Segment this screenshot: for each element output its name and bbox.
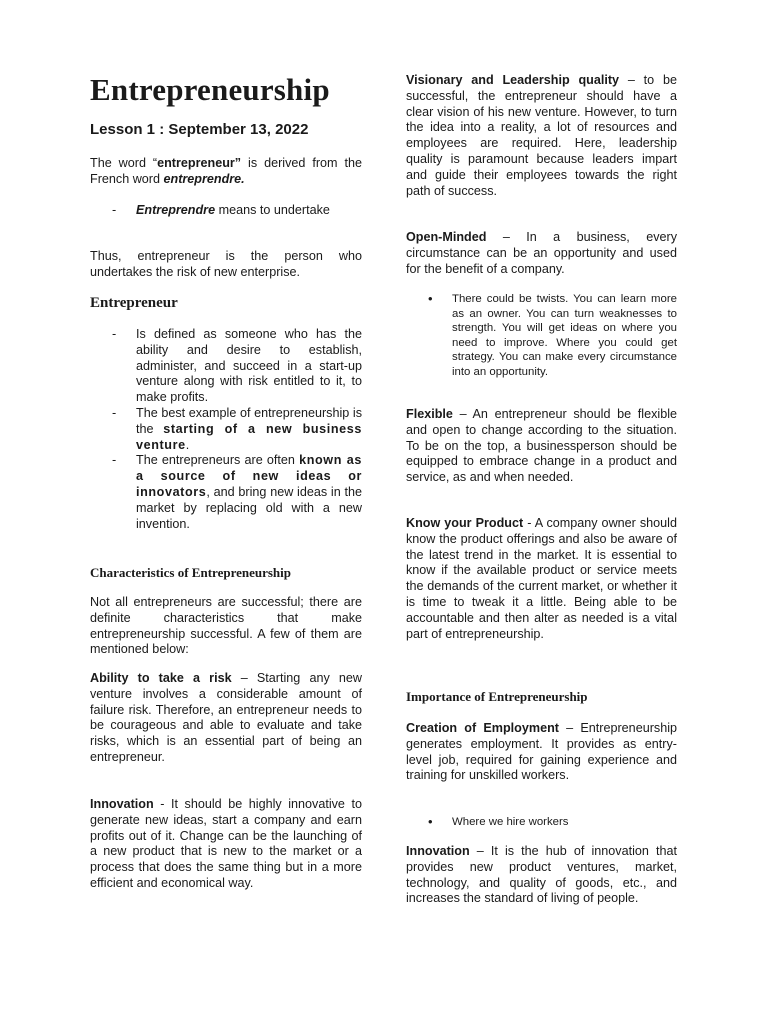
visionary-paragraph: Visionary and Leadership quality – to be successful, the entrepreneur should have a clear vision of his new venture. However, to turn the idea into a reality, a lot of resources and employees are required. Here, leadership quality is paramount because leaders impart and guide their employees towards the right path of success.	[406, 73, 677, 198]
know-product-term: Know your Product	[406, 516, 524, 530]
document-title: Entrepreneurship	[90, 72, 330, 107]
flexible-paragraph: Flexible – An entrepreneur should be flexible and open to change according to the situation. To be on the top, a businessperson should be equipped to embrace change in a product and service, as and when needed.	[406, 407, 677, 485]
risk-term: Ability to take a risk	[90, 671, 232, 685]
employment-paragraph: Creation of Employment – Entrepreneurship generates employment. It provides as entry-level job, required for gaining experience and training for unskilled workers.	[406, 721, 677, 783]
intro-paragraph: The word “entrepreneur” is derived from the French word entreprendre.	[90, 156, 362, 186]
open-minded-list	[406, 292, 677, 380]
definition-list	[90, 203, 362, 219]
lesson-heading: Lesson 1 : September 13, 2022	[90, 121, 309, 138]
entrepreneur-term: entrepreneur”	[157, 156, 242, 170]
list-item: - The entrepreneurs are often known as a source of new ideas or innovators, and bring new ideas in the market by replacing old with a new invention.	[90, 453, 362, 532]
innovation-importance-paragraph: Innovation – It is the hub of innovation that provides new product ventures, market, technology, and quality of goods, etc., and increases the standard of living of people.	[406, 844, 677, 906]
innovation-term: Innovation	[90, 797, 154, 811]
list-item: - Is defined as someone who has the ability and desire to establish, administer, and succeed in a start-up venture along with risk entitled to it, to make profits.	[90, 327, 362, 406]
innovation-paragraph: Innovation - It should be highly innovative to generate new ideas, start a company and earn profits out of it. Change can be the launching of a new product that is new to the market or a process that does the same thing but in a more efficient and economical way.	[90, 797, 362, 890]
innovation-importance-term: Innovation	[406, 844, 470, 858]
know-product-paragraph: Know your Product - A company owner should know the product offerings and also be aware of the latest trend in the market. It is essential to know if the available product or service meets the demands of the current market, or whether it is time to tweak it a little. Being able to be accountable and then alter as needed is a vital part of entrepreneurship.	[406, 516, 677, 641]
employment-list	[406, 815, 677, 830]
definition-term: Entreprendre	[136, 203, 216, 217]
list-item: • Where we hire workers	[406, 815, 677, 830]
entrepreneur-list	[90, 327, 362, 532]
employment-term: Creation of Employment	[406, 721, 559, 735]
open-minded-paragraph: Open-Minded – In a business, every circumstance can be an opportunity and used for the benefit of a company.	[406, 230, 677, 276]
list-item: • There could be twists. You can learn more as an owner. You can turn weaknesses to strength. You will get ideas on where you need to improve. Where you could get strategy. You can make every circumstance into an opportunity.	[406, 292, 677, 380]
thus-paragraph: Thus, entrepreneur is the person who undertakes the risk of new enterprise.	[90, 249, 362, 279]
importance-heading: Importance of Entrepreneurship	[406, 689, 588, 704]
list-item: - Entreprendre means to undertake	[90, 203, 362, 219]
list-item: - The best example of entrepreneurship is the starting of a new business venture.	[90, 406, 362, 453]
open-minded-term: Open-Minded	[406, 230, 487, 244]
entrepreneur-heading: Entrepreneur	[90, 295, 178, 311]
visionary-term: Visionary and Leadership quality	[406, 73, 620, 87]
risk-paragraph: Ability to take a risk – Starting any new venture involves a considerable amount of failure risk. Therefore, an entrepreneur needs to be courageous and able to evaluate and take risks, which is an essential part of being an entrepreneur.	[90, 671, 363, 764]
characteristics-heading: Characteristics of Entrepreneurship	[90, 565, 291, 580]
french-term: entreprendre.	[163, 171, 245, 186]
characteristics-intro: Not all entrepreneurs are successful; there are definite characteristics that make entrepreneurship successful. A few of them are mentioned below:	[90, 595, 362, 657]
flexible-term: Flexible	[406, 407, 453, 421]
